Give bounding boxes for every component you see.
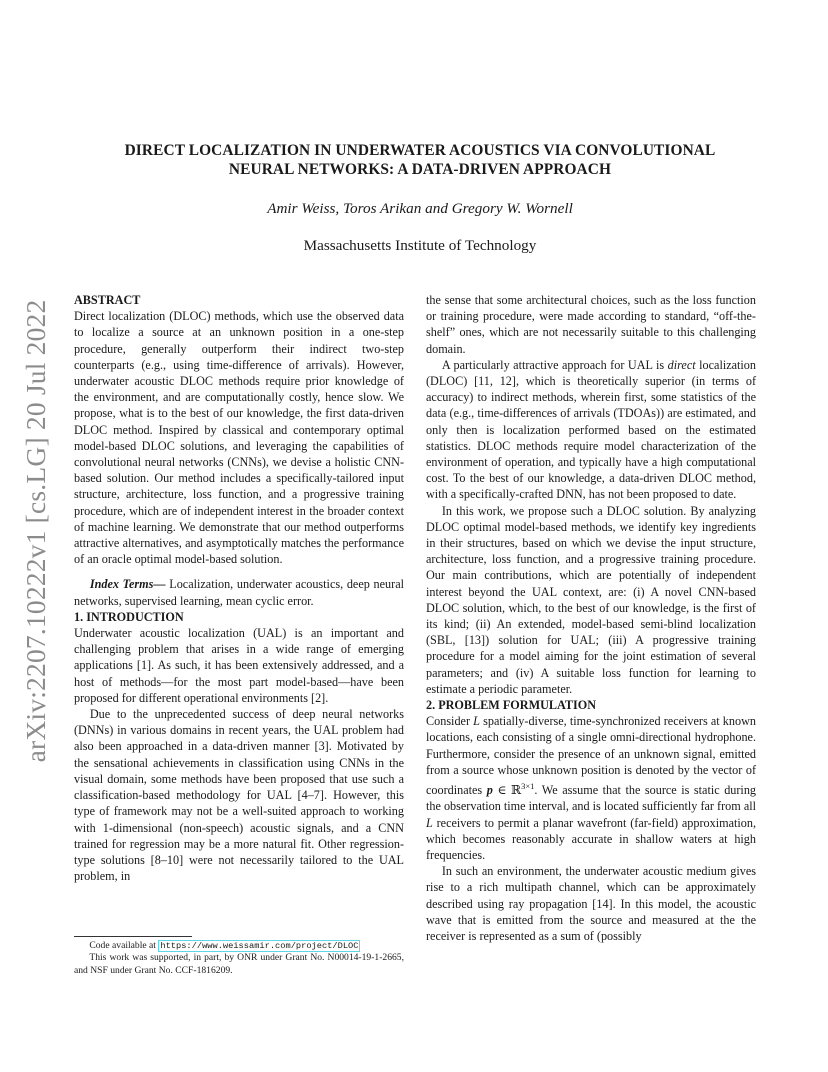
intro-paragraph-2: Due to the unprecedented success of deep neural networks (DNNs) in various domains in recent years, the UAL problem had also been approached in a data-driven manner [3]. Motivated by the sensational achievements in classification using CNNs in the visual domain, some methods have been proposed that use such a classification-based methodology for UAL [4–7]. However, this type of framework may not be a well-suited approach to working with 1-dimensional (non-speech) acoustic signals, and a CNN trained for regression may be a more natural fit. Other regression-type solutions [8–10] were not necessarily tailored to the UAL problem, in — [74, 707, 404, 884]
intro-paragraph-4: In this work, we propose such a DLOC solution. By analyzing DLOC optimal model-based methods, we identify key ingredients in their structures, based on which we devise the input structure, architecture, loss function, and a progressive training procedure. Our main contributions, which are potentially of independent interest beyond the UAL context, are: (i) A novel CNN-based DLOC solution, which, to the best of our knowledge, is the first of its kind; (ii) An extended, model-based semi-blind localization (SBL, [13]) solution for UAL; (iii) A progressive training procedure for a model aiming for the joint estimation of several parameters; and (iv) A suitable loss function for learning to estimate a periodic parameter. — [426, 503, 756, 696]
intro-p3-text-b: localization (DLOC) [11, 12], which is theoretically superior (in terms of accuracy) to indirect methods, wherein first, some statistics of the data (e.g., time-differences of arrivals (TDOAs)) are estimated, and only then is localization performed based on the estimated statistics. DLOC methods require model characterization of the environment of operation, and typically have a high computational cost. To the best of our knowledge, a data-driven DLOC method, with a specifically-crafted DNN, has not been proposed to date. — [426, 357, 756, 502]
footnote-rule — [74, 936, 192, 937]
footnotes — [74, 936, 404, 977]
math-in-reals: ∈ ℝ — [492, 783, 522, 798]
paper-title — [100, 141, 740, 179]
index-terms-text: Localization, underwater acoustics, deep neural networks, supervised learning, mean cyclic error. — [74, 577, 404, 608]
math-dimension: 3×1 — [521, 781, 535, 792]
problem-formulation-heading: 2. PROBLEM FORMULATION — [426, 698, 597, 713]
problem-paragraph-2: In such an environment, the underwater acoustic medium gives rise to a rich multipath channel, which can be approximately described using ray propagation [14]. In this model, the acoustic wave that is emitted from the source and measured at the the receiver is represented as a sum of (possibly — [426, 864, 756, 943]
arxiv-identifier: arXiv:2207.10222v1 [cs.LG] 20 Jul 2022 — [20, 299, 51, 763]
code-link[interactable]: https://www.weissamir.com/project/DLOC — [160, 941, 359, 951]
math-p-vector: p — [486, 783, 493, 798]
intro-paragraph-2-continued: the sense that some architectural choices, such as the loss function or training procedure, were made according to standard, “off-the-shelf” ones, which are not necessarily suitable to this challenging domain. — [426, 293, 756, 356]
problem-p1-text-b: spatially-diverse, time-synchronized receivers at known locations, each consisting of a single omni-directional hydrophone. Furthermore, consider the presence of an unknown signal, emitted from a source whose unknown position is denoted by the vector of coordinates — [426, 714, 756, 798]
abstract-heading: ABSTRACT — [74, 293, 141, 307]
title-line-2: NEURAL NETWORKS: A DATA-DRIVEN APPROACH — [228, 161, 612, 178]
affiliation: Massachusetts Institute of Technology — [303, 237, 537, 254]
intro-p3-emphasis: direct — [667, 357, 696, 372]
index-terms — [74, 576, 404, 608]
footnote-code — [74, 940, 404, 952]
intro-paragraph-1: Underwater acoustic localization (UAL) is an important and challenging problem that arises in a wide range of emerging applications [1]. As such, it has been extensively addressed, and a host of methods—for the most part model-based—have been proposed for different operational environments [2]. — [74, 626, 404, 705]
problem-paragraph-1 — [426, 713, 756, 863]
author-list: Amir Weiss, Toros Arikan and Gregory W. Wornell — [267, 200, 573, 217]
intro-paragraph-3 — [426, 357, 756, 503]
introduction-heading: 1. INTRODUCTION — [74, 609, 184, 624]
footnote-funding: This work was supported, in part, by ONR under Grant No. N00014-19-1-2665, and NSF under Grant No. CCF-1816209. — [74, 952, 404, 976]
problem-p1-text-c: . We assume that the source is static during the observation time interval, and is located sufficiently far from all — [426, 783, 757, 814]
arxiv-sidebar — [14, 296, 58, 766]
problem-p1-text-d: receivers to permit a planar wavefront (far-field) approximation, which becomes reasonably accurate in shallow waters at high frequencies. — [426, 815, 756, 862]
math-L: L — [473, 714, 480, 729]
footnote-code-label: Code available at — [89, 940, 159, 951]
left-column — [74, 292, 404, 884]
right-column — [426, 292, 756, 944]
problem-p1-text-a: Consider — [426, 714, 474, 729]
math-L-2: L — [426, 815, 433, 830]
abstract-text: Direct localization (DLOC) methods, which use the observed data to localize a source at an unknown position in a one-step procedure, generally outperform their indirect two-step counterparts (e.g., using time-difference of arrivals). However, underwater acoustic DLOC methods require prior knowledge of the environment, and are computationally costly, hence slow. We propose, what is to the best of our knowledge, the first data-driven DLOC method. Inspired by classical and contemporary optimal model-based DLOC solutions, and leveraging the capabilities of convolutional neural networks (CNNs), we devise a holistic CNN-based solution. Our method includes a specifically-tailored input structure, architecture, loss function, and a progressive training procedure, which are of independent interest in the broader context of machine learning. We demonstrate that our method outperforms attractive alternatives, and asymptotically matches the performance of an oracle optimal model-based solution. — [74, 309, 404, 567]
title-line-1: DIRECT LOCALIZATION IN UNDERWATER ACOUSTICS VIA CONVOLUTIONAL — [124, 142, 716, 159]
index-terms-label: Index Terms— — [89, 577, 166, 592]
intro-p3-text-a: A particularly attractive approach for UAL is — [441, 357, 668, 372]
